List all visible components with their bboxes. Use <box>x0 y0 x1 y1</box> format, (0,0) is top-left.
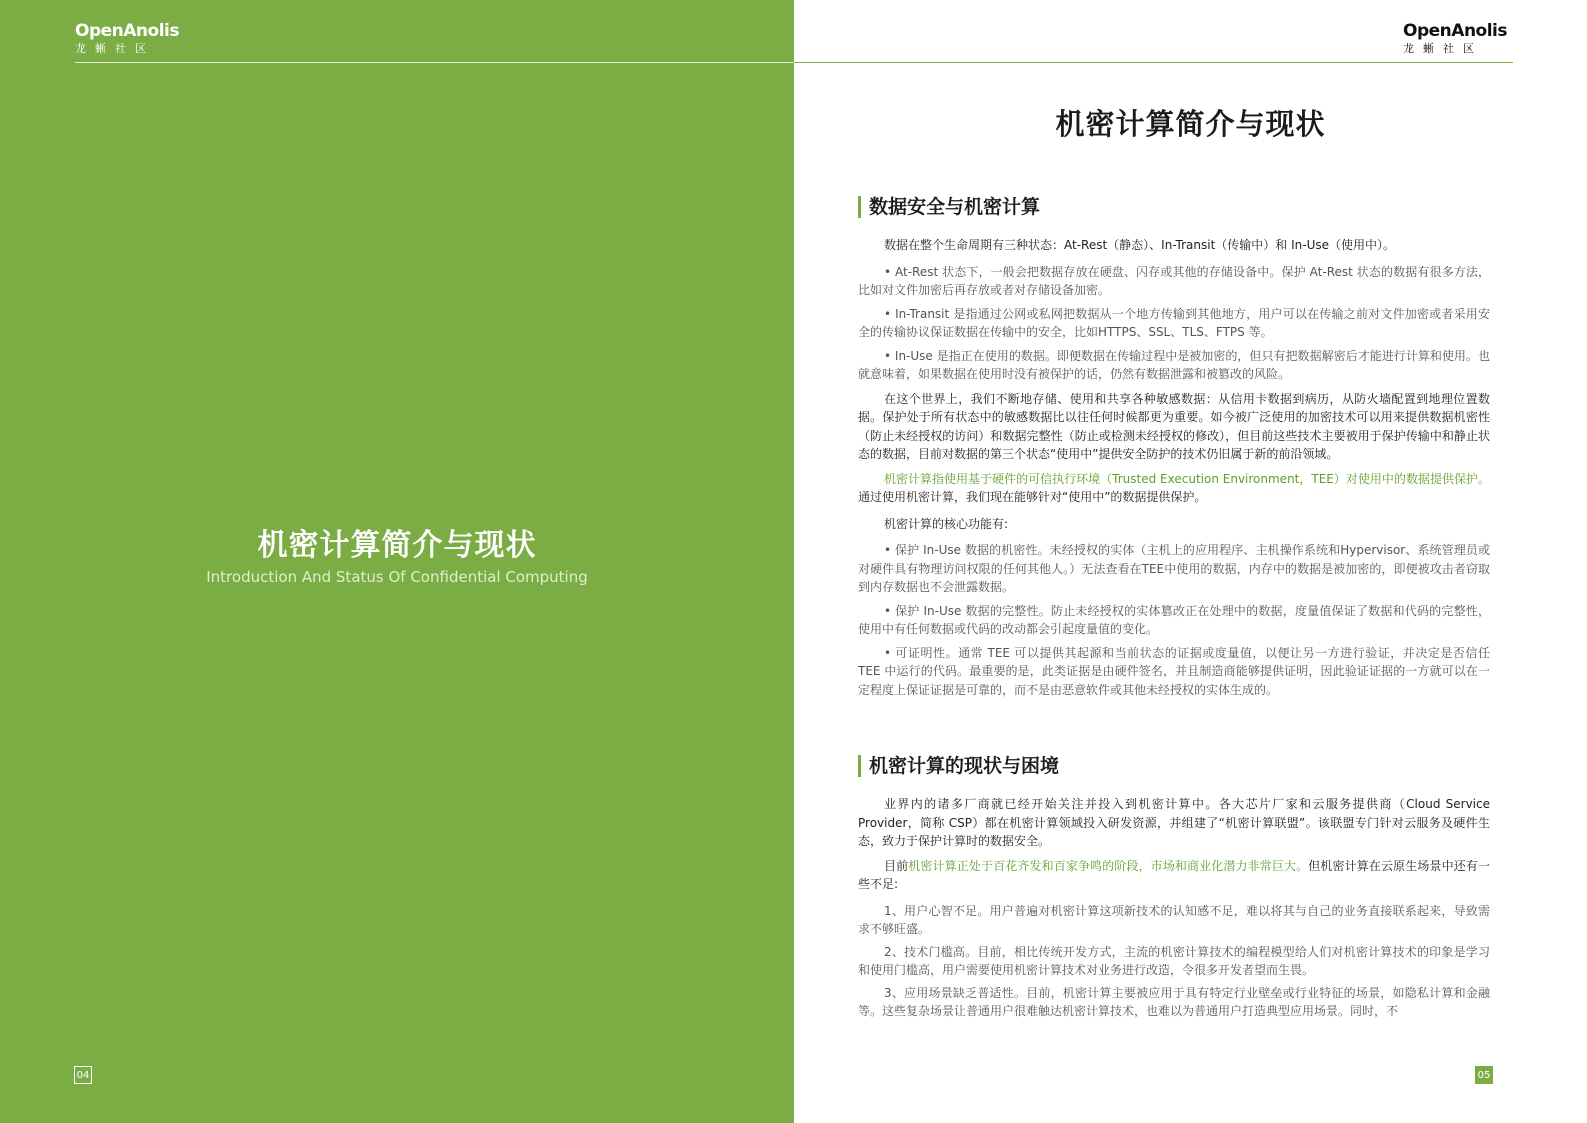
section-heading: 数据安全与机密计算 <box>858 196 1490 218</box>
logo-brand: OpenAnolis <box>75 21 179 41</box>
bullet-item: • In-Transit 是指通过公网或私网把数据从一个地方传输到其他地方，用户可以在传输之前对文件加密或者采用安全的传输协议保证数据在传输中的安全，比如HTTPS、SSL、TLS、FTPS 等。 <box>858 306 1490 339</box>
right-page <box>794 0 1587 1123</box>
bullet-item: • At-Rest 状态下，一般会把数据存放在硬盘、闪存或其他的存储设备中。保护 At-Rest 状态的数据有很多方法，比如对文件加密后再存放或者对存储设备加密。 <box>858 264 1490 297</box>
section1-body <box>858 236 1490 699</box>
bullet-item: • 可证明性。通常 TEE 可以提供其起源和当前状态的证据或度量值，以便让另一方进行验证，并决定是否信任 TEE 中运行的代码。最重要的是，此类证据是由硬件签名，并且制造商能够提供证明，因此验证证据的一方就可以在一定程度上保证证据是可靠的，而不是由恶意软件或其他未经授权的实体生成的。 <box>858 645 1490 697</box>
highlight-paragraph <box>858 857 1490 894</box>
page-number: 04 <box>74 1066 92 1084</box>
paragraph: 在这个世界上，我们不断地存储、使用和共享各种敏感数据：从信用卡数据到病历，从防火墙配置到地理位置数据。保护处于所有状态中的敏感数据比以往任何时候都更为重要。如今被广泛使用的加密技术可以用来提供数据机密性（防止未经授权的访问）和数据完整性（防止或检测未经授权的修改），但目前这些技术主要被用于保护传输中和静止状态的数据，目前对数据的第三个状态“使用中”提供安全防护的技术仍旧属于新的前沿领域。 <box>858 391 1490 461</box>
section-data-security <box>858 196 1490 218</box>
bullet-item: • In-Use 是指正在使用的数据。即便数据在传输过程中是被加密的，但只有把数据解密后才能进行计算和使用。也就意味着，如果数据在使用时没有被保护的话，仍然有数据泄露和被篡改的风险。 <box>858 348 1490 381</box>
bullet-item: • 保护 In-Use 数据的完整性。防止未经授权的实体篡改正在处理中的数据，度量值保证了数据和代码的完整性，使用中有任何数据或代码的改动都会引起度量值的变化。 <box>858 603 1490 636</box>
openanolis-logo <box>75 22 179 56</box>
list-item: 1、用户心智不足。用户普遍对机密计算这项新技术的认知感不足，难以将其与自己的业务直接联系起来，导致需求不够旺盛。 <box>858 903 1490 936</box>
section2-body <box>858 795 1490 1021</box>
page-number: 05 <box>1475 1066 1493 1084</box>
highlight-text: 机密计算指使用基于硬件的可信执行环境（Trusted Execution Environment，TEE）对使用中的数据提供保护。 <box>884 471 1490 486</box>
logo-sub: 龙蜥社区 <box>75 42 155 55</box>
paragraph: 数据在整个生命周期有三种状态：At-Rest（静态）、In-Transit（传输中）和 In-Use（使用中）。 <box>884 238 1396 252</box>
bullet-item: • 保护 In-Use 数据的机密性。未经授权的实体（主机上的应用程序、主机操作系统和Hypervisor、系统管理员或对硬件具有物理访问权限的任何其他人。）无法查看在TEE中使用的数据，内存中的数据是被加密的，即便被攻击者窃取到内存数据也不会泄露数据。 <box>858 543 1490 594</box>
highlight-paragraph <box>858 470 1490 507</box>
section-heading: 机密计算的现状与困境 <box>858 755 1490 777</box>
list-item: 2、技术门槛高。目前，相比传统开发方式，主流的机密计算技术的编程模型给人们对机密计算技术的印象是学习和使用门槛高，用户需要使用机密计算技术对业务进行改造，令很多开发者望而生畏。 <box>858 944 1490 977</box>
list-item: 3、应用场景缺乏普适性。目前，机密计算主要被应用于具有特定行业壁垒或行业特征的场景，如隐私计算和金融等。这些复杂场景让普通用户很难触达机密计算技术，也难以为普通用户打造典型应用场景。同时，不 <box>858 985 1490 1018</box>
highlight-text: 机密计算正处于百花齐发和百家争鸣的阶段，市场和商业化潜力非常巨大。 <box>908 858 1309 873</box>
logo-brand: OpenAnolis <box>1403 21 1507 41</box>
paragraph-text: 但机密计算在云原生场景中还有一些不足: <box>858 858 1490 891</box>
openanolis-logo <box>1403 22 1507 56</box>
paragraph-text: 通过使用机密计算，我们现在能够针对“使用中”的数据提供保护。 <box>858 490 1207 504</box>
paragraph: 机密计算的核心功能有: <box>884 516 1009 531</box>
header-divider <box>75 62 794 63</box>
logo-sub: 龙蜥社区 <box>1403 42 1484 55</box>
paragraph: 业界内的诸多厂商就已经开始关注并投入到机密计算中。各大芯片厂家和云服务提供商（Cloud Service Provider，简称 CSP）都在机密计算领域投入研发资源，并组建了“机密计算联盟”。该联盟专门针对云服务及硬件生态，致力于保护计算时的数据安全。 <box>858 797 1490 848</box>
paragraph-text: 目前 <box>884 858 909 873</box>
section-status-dilemma <box>858 755 1490 777</box>
cover-title: 机密计算简介与现状 <box>257 528 537 563</box>
header-divider <box>794 62 1513 63</box>
page-title: 机密计算简介与现状 <box>1055 107 1326 141</box>
cover-subtitle: Introduction And Status Of Confidential Computing <box>206 568 588 586</box>
